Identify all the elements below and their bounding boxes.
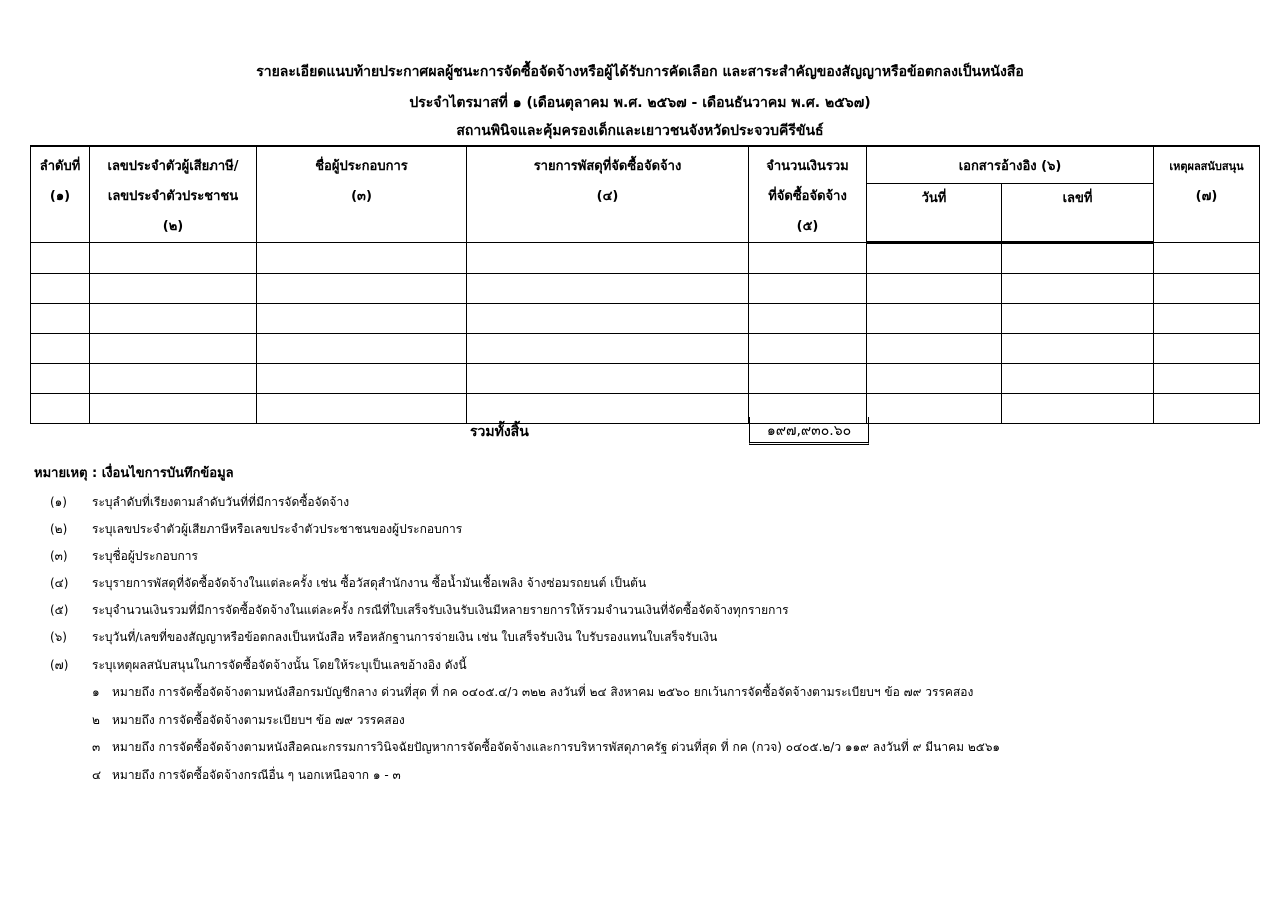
table-cell (31, 334, 90, 364)
total-amount: ๑๙๗,๙๓๐.๖๐ (749, 417, 869, 445)
table-cell (867, 394, 1002, 424)
header-tax-id-num: (๒) (162, 219, 184, 234)
note-sub-number: ๔ (92, 768, 102, 782)
table-row (31, 274, 1260, 304)
note-mark: (๕) (50, 603, 69, 617)
table-cell (90, 274, 257, 304)
table-cell (257, 394, 467, 424)
total-label: รวมทั้งสิ้น (470, 424, 529, 440)
header-reason-num: (๗) (1195, 189, 1218, 204)
table-row (31, 304, 1260, 334)
notes-heading: หมายเหตุ : เงื่อนไขการบันทึกข้อมูล (34, 466, 234, 481)
table-cell (867, 334, 1002, 364)
title-line-3: สถานพินิจและคุ้มครองเด็กและเยาวชนจังหวัดประจวบคีรีขันธ์ (456, 123, 824, 139)
table-cell (867, 364, 1002, 394)
table-row (31, 334, 1260, 364)
table-cell (257, 304, 467, 334)
table-cell (90, 304, 257, 334)
table-cell (90, 334, 257, 364)
header-amount-label-2: ที่จัดซื้อจัดจ้าง (768, 189, 847, 204)
header-vendor-name-label: ชื่อผู้ประกอบการ (315, 159, 408, 174)
note-text: ระบุชื่อผู้ประกอบการ (92, 549, 198, 563)
header-sequence-num: (๑) (49, 189, 71, 204)
note-sub-number: ๑ (92, 685, 100, 699)
table-cell (749, 304, 867, 334)
note-sub-text: หมายถึง การจัดซื้อจัดจ้างตามหนังสือกรมบัญชีกลาง ด่วนที่สุด ที่ กค ๐๔๐๕.๔/ว ๓๒๒ ลงวันที่ ๒๔ สิงหาคม ๒๕๖๐ ยกเว้นการจัดซื้อจัดจ้างตามระเบียบฯ ข้อ ๗๙ วรรคสอง (112, 685, 974, 699)
header-national-id-label: เลขประจำตัวประชาชน (107, 189, 239, 204)
note-sub-item (92, 711, 405, 730)
header-items-label: รายการพัสดุที่จัดซื้อจัดจ้าง (533, 159, 682, 174)
table-body (31, 243, 1260, 424)
header-sequence (31, 146, 90, 243)
header-tax-id-label: เลขประจำตัวผู้เสียภาษี/ (107, 159, 239, 174)
note-text: ระบุเลขประจำตัวผู้เสียภาษีหรือเลขประจำตัวประชาชนของผู้ประกอบการ (92, 522, 463, 536)
table-cell (1154, 394, 1260, 424)
header-sequence-label: ลำดับที่ (39, 159, 81, 174)
table-cell (257, 334, 467, 364)
table-cell (31, 243, 90, 274)
table-cell (467, 364, 749, 394)
note-text: ระบุรายการพัสดุที่จัดซื้อจัดจ้างในแต่ละครั้ง เช่น ซื้อวัสดุสำนักงาน ซื้อน้ำมันเชื้อเพลิง จ้างซ่อมรถยนต์ เป็นต้น (92, 576, 647, 590)
note-mark: (๗) (50, 658, 69, 672)
table-cell (1002, 394, 1154, 424)
note-text: ระบุลำดับที่เรียงตามลำดับวันที่ที่มีการจัดซื้อจัดจ้าง (92, 495, 350, 509)
table-row (31, 243, 1260, 274)
table-cell (90, 394, 257, 424)
header-ref-date (867, 183, 1002, 242)
header-reference-docs-label: เอกสารอ้างอิง (๖) (958, 159, 1062, 174)
note-sub-text: หมายถึง การจัดซื้อจัดจ้างกรณีอื่น ๆ นอกเหนือจาก ๑ - ๓ (112, 768, 401, 782)
table-cell (31, 274, 90, 304)
header-vendor-name-num: (๓) (351, 189, 372, 204)
header-items (467, 146, 749, 243)
note-mark: (๓) (50, 549, 68, 563)
table-cell (90, 243, 257, 274)
table-cell (749, 274, 867, 304)
header-vendor-name (257, 146, 467, 243)
table-cell (467, 243, 749, 274)
table-cell (749, 364, 867, 394)
table-cell (467, 334, 749, 364)
header-amount (749, 146, 867, 243)
table-cell (31, 394, 90, 424)
note-mark: (๑) (50, 495, 67, 509)
header-reason (1154, 146, 1260, 243)
note-mark: (๔) (50, 576, 69, 590)
header-amount-num: (๕) (796, 219, 819, 234)
note-sub-item (92, 766, 401, 785)
table-row (31, 394, 1260, 424)
table-cell (867, 274, 1002, 304)
header-tax-id (90, 146, 257, 243)
header-ref-date-label: วันที่ (921, 190, 947, 206)
table-cell (31, 364, 90, 394)
table-cell (1154, 243, 1260, 274)
table-cell (1002, 274, 1154, 304)
note-mark: (๖) (50, 630, 67, 644)
table-cell (90, 364, 257, 394)
table-cell (257, 274, 467, 304)
note-text: ระบุวันที่/เลขที่ของสัญญาหรือข้อตกลงเป็นหนังสือ หรือหลักฐานการจ่ายเงิน เช่น ใบเสร็จรับเงิน ใบรับรองแทนใบเสร็จรับเงิน (92, 630, 718, 644)
note-sub-item (92, 683, 973, 702)
header-reference-docs (867, 146, 1154, 183)
table-cell (467, 274, 749, 304)
header-reason-label: เหตุผลสนับสนุน (1169, 160, 1244, 173)
header-amount-label: จำนวนเงินรวม (766, 159, 849, 174)
table-cell (867, 243, 1002, 274)
note-text: ระบุจำนวนเงินรวมที่มีการจัดซื้อจัดจ้างในแต่ละครั้ง กรณีที่ใบเสร็จรับเงินรับเงินมีหลายรายการให้รวมจำนวนเงินที่จัดซื้อจัดจ้างทุกรายการ (92, 603, 789, 617)
table-cell (1154, 304, 1260, 334)
header-items-num: (๔) (596, 189, 619, 204)
table-cell (257, 364, 467, 394)
table-cell (749, 334, 867, 364)
title-line-2: ประจำไตรมาสที่ ๑ (เดือนตุลาคม พ.ศ. ๒๕๖๗ - เดือนธันวาคม พ.ศ. ๒๕๖๗) (409, 95, 871, 111)
title-line-1: รายละเอียดแนบท้ายประกาศผลผู้ชนะการจัดซื้อจัดจ้างหรือผู้ได้รับการคัดเลือก และสาระสำคัญของสัญญาหรือข้อตกลงเป็นหนังสือ (256, 64, 1024, 80)
table-cell (31, 304, 90, 334)
header-ref-number (1002, 183, 1154, 242)
note-sub-item (92, 738, 1000, 757)
table-cell (1002, 364, 1154, 394)
note-sub-text: หมายถึง การจัดซื้อจัดจ้างตามระเบียบฯ ข้อ ๗๙ วรรคสอง (112, 713, 405, 727)
table-cell (467, 394, 749, 424)
table-cell (1002, 334, 1154, 364)
note-sub-number: ๓ (92, 740, 101, 754)
table-cell (467, 304, 749, 334)
header-ref-number-label: เลขที่ (1062, 190, 1093, 206)
table-cell (867, 304, 1002, 334)
table-cell (749, 243, 867, 274)
procurement-table (30, 145, 1260, 424)
table-cell (1154, 364, 1260, 394)
note-sub-text: หมายถึง การจัดซื้อจัดจ้างตามหนังสือคณะกรรมการวินิจฉัยปัญหาการจัดซื้อจัดจ้างและการบริหารพัสดุภาครัฐ ด่วนที่สุด ที่ กค (กวจ) ๐๔๐๕.๒/ว ๑๑๙ ลงวันที่ ๙ มีนาคม ๒๕๖๑ (112, 740, 1001, 754)
note-sub-number: ๒ (92, 713, 100, 727)
table-cell (1002, 243, 1154, 274)
table-row (31, 364, 1260, 394)
table-cell (257, 243, 467, 274)
note-text: ระบุเหตุผลสนับสนุนในการจัดซื้อจัดจ้างนั้น โดยให้ระบุเป็นเลขอ้างอิง ดังนี้ (92, 658, 467, 672)
table-cell (1154, 334, 1260, 364)
table-cell (1154, 274, 1260, 304)
table-cell (1002, 304, 1154, 334)
note-mark: (๒) (50, 522, 68, 536)
